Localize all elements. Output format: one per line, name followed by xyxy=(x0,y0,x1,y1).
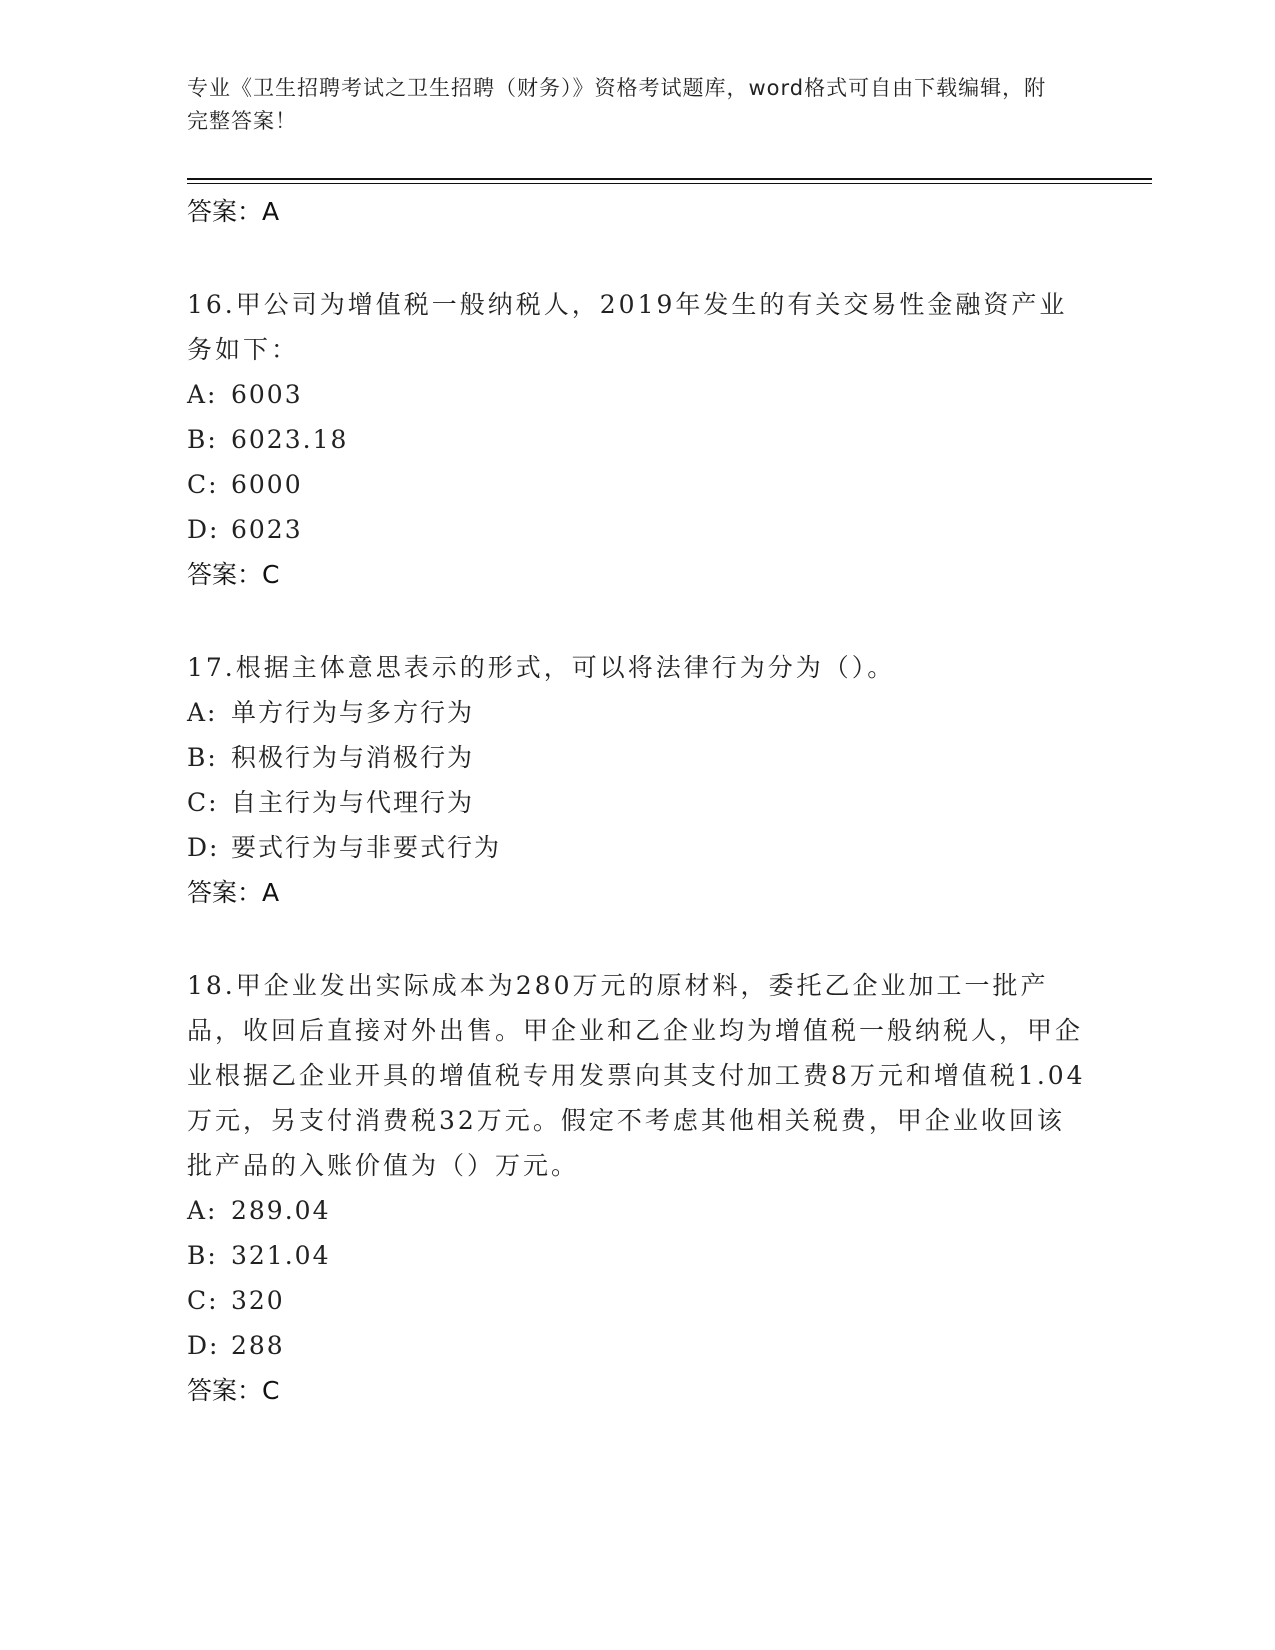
question-stem: 17.根据主体意思表示的形式，可以将法律行为分为（）。 xyxy=(187,653,896,682)
option-a xyxy=(187,372,1087,417)
previous-answer: 答案：A xyxy=(187,197,280,226)
question-16 xyxy=(187,282,1087,597)
question-list xyxy=(187,189,1087,1413)
answer-line: 答案：C xyxy=(187,1376,280,1405)
option-d xyxy=(187,507,1087,552)
option-key: C: xyxy=(187,470,219,499)
question-17 xyxy=(187,645,1087,915)
option-key: C: xyxy=(187,1286,219,1315)
question-18 xyxy=(187,963,1087,1413)
answer-line: 答案：A xyxy=(187,878,280,907)
option-text: 288 xyxy=(231,1331,285,1360)
option-key: A: xyxy=(187,698,218,727)
option-text: 289.04 xyxy=(231,1196,331,1225)
option-key: D: xyxy=(187,833,220,862)
option-key: C: xyxy=(187,788,219,817)
option-b xyxy=(187,735,1087,780)
option-text: 6000 xyxy=(231,470,303,499)
document-header: 专业《卫生招聘考试之卫生招聘（财务）》资格考试题库，word格式可自由下载编辑，附完整答案！ xyxy=(187,76,1047,133)
header-divider-thick xyxy=(187,178,1152,180)
option-a xyxy=(187,1188,1087,1233)
option-text: 6003 xyxy=(231,380,303,409)
option-d xyxy=(187,825,1087,870)
header-divider-thin xyxy=(187,183,1152,184)
option-text: 6023.18 xyxy=(231,425,349,454)
option-text: 积极行为与消极行为 xyxy=(231,743,475,772)
question-stem: 18.甲企业发出实际成本为280万元的原材料，委托乙企业加工一批产品，收回后直接对外出售。甲企业和乙企业均为增值税一般纳税人，甲企业根据乙企业开具的增值税专用发票向其支付加工费8万元和增值税1.04万元，另支付消费税32万元。假定不考虑其他相关税费，甲企业收回该批产品的入账价值为（）万元。 xyxy=(187,971,1086,1180)
option-c xyxy=(187,462,1087,507)
option-d xyxy=(187,1323,1087,1368)
option-c xyxy=(187,780,1087,825)
answer-line: 答案：C xyxy=(187,560,280,589)
option-key: B: xyxy=(187,425,218,454)
option-key: A: xyxy=(187,380,218,409)
option-key: B: xyxy=(187,1241,218,1270)
option-text: 自主行为与代理行为 xyxy=(231,788,475,817)
question-stem: 16.甲公司为增值税一般纳税人，2019年发生的有关交易性金融资产业务如下： xyxy=(187,290,1068,364)
option-text: 321.04 xyxy=(231,1241,331,1270)
option-key: B: xyxy=(187,743,218,772)
option-b xyxy=(187,1233,1087,1278)
option-c xyxy=(187,1278,1087,1323)
option-text: 单方行为与多方行为 xyxy=(231,698,475,727)
option-key: A: xyxy=(187,1196,218,1225)
option-a xyxy=(187,690,1087,735)
option-key: D: xyxy=(187,1331,220,1360)
option-text: 320 xyxy=(231,1286,285,1315)
option-text: 要式行为与非要式行为 xyxy=(231,833,502,862)
option-key: D: xyxy=(187,515,220,544)
option-b xyxy=(187,417,1087,462)
option-text: 6023 xyxy=(231,515,303,544)
